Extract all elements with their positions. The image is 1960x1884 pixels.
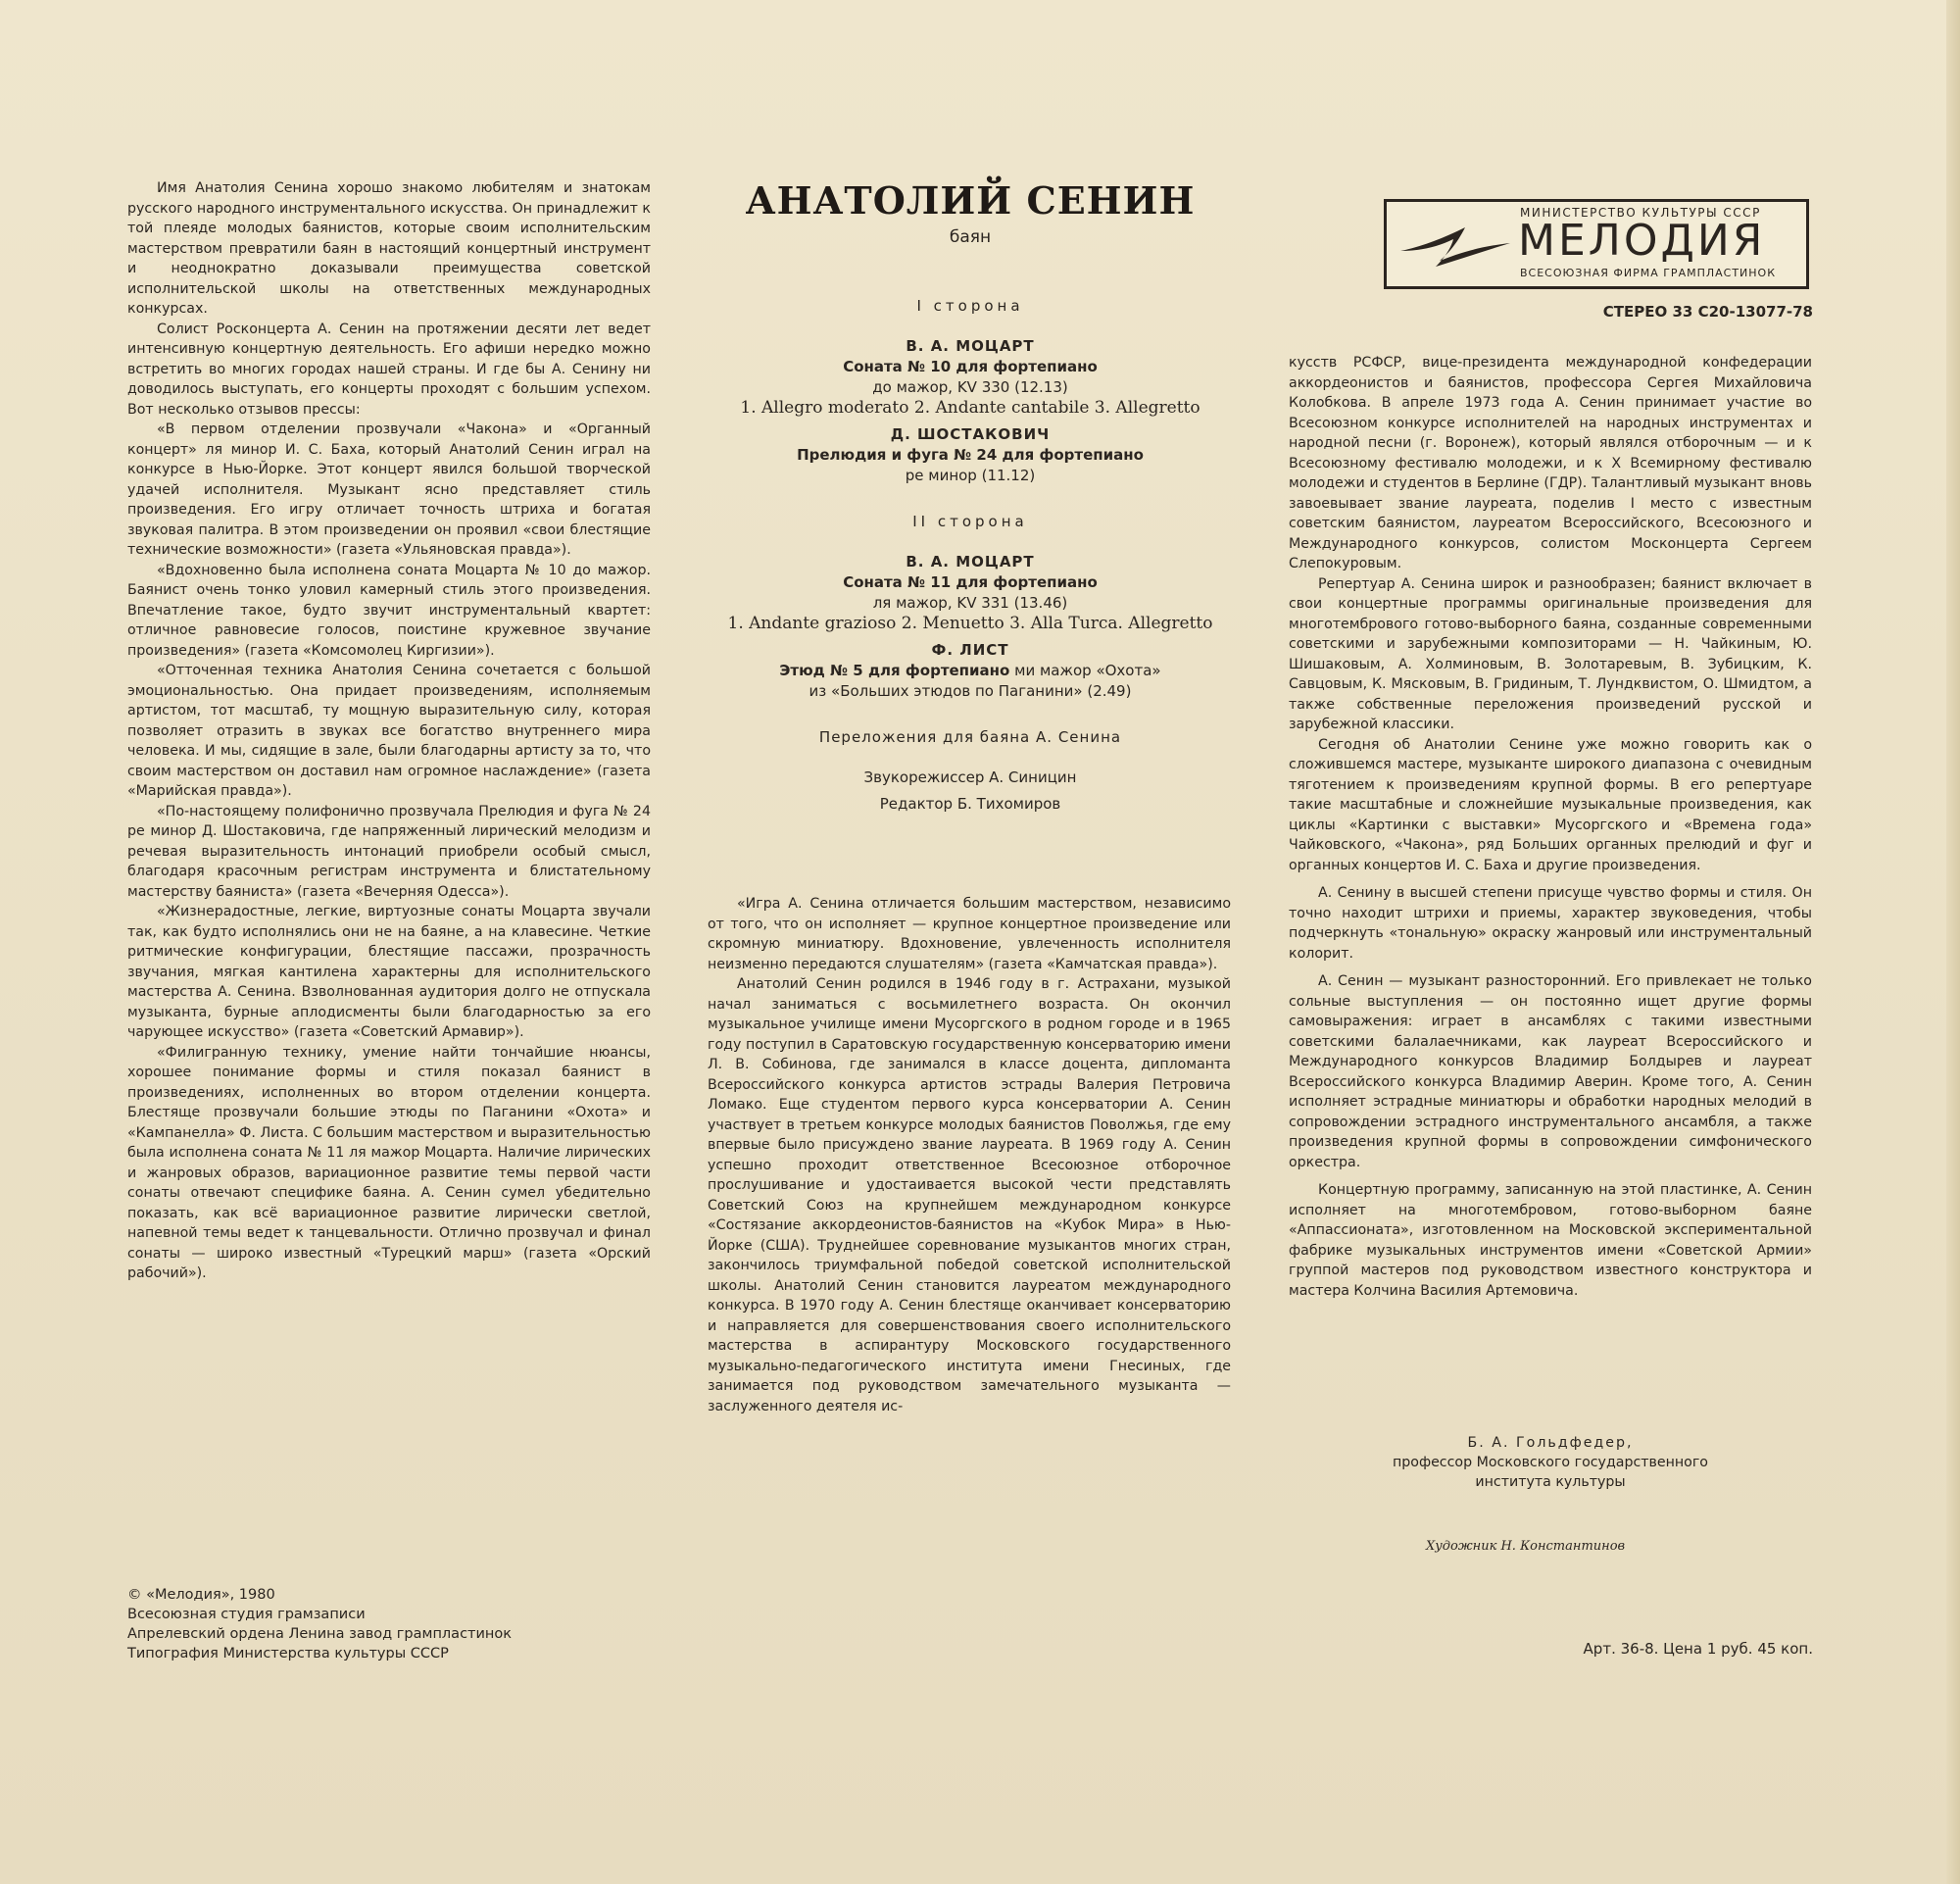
paragraph: кусств РСФСР, вице-президента международной конфедерации аккордеонистов и баянистов, профессора Сергея Михайловича Колобкова. В апреле 1973 года А. Сенин принимает участие во Всесоюзном конкурсе исполнителей на народных инструментах и народной песни (г. Воронеж), который являлся отборочным — и к Всесоюзному фестивалю молодежи, и к X Всемирному фестивалю молодежи и студентов в Берлине (ГДР). Талантливый музыкант вновь завоевывает звание лауреата, поделив I место с известным советским баянистом, лауреатом Всероссийского, Всесоюзного и Международного конкурсов, солистом Москонцерта Сергеем Слепокуровым. [1289,355,1812,571]
copyright: © «Мелодия», 1980 [127,1587,275,1603]
logo-ministry: МИНИСТЕРСТВО КУЛЬТУРЫ СССР [1520,206,1761,220]
side-one-label: I сторона [916,297,1024,315]
author-signature [1289,1433,1812,1492]
author-title: профессор Московского государственного [1392,1455,1708,1470]
center-column [708,894,1231,1416]
paragraph: Концертную программу, записанную на этой пластинке, А. Сенин исполняет на многотембровом, готово-выборном баяне «Аппассионата», изготовленном на Московской экспериментальной фабрике музыкальных инструментов имени «Советской Армии» группой мастеров под руководством известного конструктора и мастера Колчина Василия Артемовича. [1289,1182,1812,1299]
catalog-number: СТЕРЕО 33 С20-13077-78 [1602,303,1813,321]
paragraph: Солист Росконцерта А. Сенин на протяжении десяти лет ведет интенсивную концертную деятельность. Его афиши нередко можно встретить во многих городах нашей страны. И где бы А. Сенину ни доводилось выступать, его концерты проходят с большим успехом. Вот несколько отзывов прессы: [127,321,651,418]
composer: Д. ШОСТАКОВИЧ [890,425,1051,443]
imprint-line: Всесоюзная студия грамзаписи [127,1607,366,1622]
work-key: до мажор, KV 330 (12.13) [872,378,1068,396]
engineer-credit: Звукорежиссер А. Синицин [863,768,1077,786]
sleeve-edge [1946,0,1960,1884]
movements: 1. Andante grazioso 2. Menuetto 3. Alla Turca. Allegretto [727,614,1213,633]
album-title: АНАТОЛИЙ СЕНИН [745,178,1196,223]
left-column [127,178,651,1284]
paragraph: «Отточенная техника Анатолия Сенина сочетается с большой эмоциональностью. Она придает произведениям, исполняемым артистом, тот масштаб, ту мощную выразительную силу, которая позволяет отразить в звуках все богатство внутреннего мира человека. И мы, сидящие в зале, были благодарны артисту за то, что своим мастерством он доставил нам огромное наслаждение» (газета «Марийская правда»). [127,663,651,799]
logo-firm: ВСЕСОЮЗНАЯ ФИРМА ГРАМПЛАСТИНОК [1520,267,1777,279]
paragraph: «По-настоящему полифонично прозвучала Прелюдия и фуга № 24 ре минор Д. Шостаковича, где напряженный лирический мелодизм и речевая выразительность интонаций приобрели особый смысл, благодаря красочным регистрам инструмента и блистательному мастерству баяниста» (газета «Вечерняя Одесса»). [127,803,651,900]
work-title: Этюд № 5 для фортепиано [779,662,1010,679]
album-subtitle: баян [949,227,992,247]
paragraph: Анатолий Сенин родился в 1946 году в г. Астрахани, музыкой начал заниматься с восьмилетнего возраста. Он окончил музыкальное училище имени Мусоргского в родном городе и в 1965 году поступил в Саратовскую государственную консерваторию имени Л. В. Собинова, где занимался в классе доцента, дипломанта Всероссийского конкурса артистов эстрады Валерия Петровича Ломако. Еще студентом первого курса консерватории А. Сенин участвует в третьем конкурсе молодых баянистов Поволжья, где ему впервые было присуждено звание лауреата. В 1969 году А. Сенин успешно проходит ответственное Всесоюзное отборочное прослушивание и удостаивается высокой чести представлять Советский Союз на крупнейшем международном конкурсе «Состязание аккордеонистов-баянистов на «Кубок Мира» в Нью-Йорке (США). Труднейшее соревнование музыкантов многих стран, закончилось триумфальной победой советской исполнительской школы. Анатолий Сенин становится лауреатом международного конкурса. В 1970 году А. Сенин блестяще оканчивает консерваторию и направляется для совершенствования своего исполнительского мастерства в аспирантуру Московского государственного музыкально-педагогического института имени Гнесиных, где занимается под руководством замечательного музыканта — заслуженного деятеля ис- [708,976,1231,1414]
paragraph: Имя Анатолия Сенина хорошо знакомо любителям и знатокам русского народного инструментального искусства. Он принадлежит к той плеяде молодых баянистов, которые своим исполнительским мастерством превратили баян в настоящий концертный инструмент и неоднократно доказывали преимущества советской исполнительской школы на ответственных международных конкурсах. [127,180,651,317]
work-source: из «Больших этюдов по Паганини» (2.49) [808,682,1132,700]
imprint-line: Типография Министерства культуры СССР [127,1646,449,1661]
movements: 1. Allegro moderato 2. Andante cantabile 3. Allegretto [740,398,1200,418]
right-column [1289,353,1812,1301]
work-title: Прелюдия и фуга № 24 для фортепиано [797,446,1144,464]
paragraph: А. Сенину в высшей степени присуще чувство формы и стиля. Он точно находит штрихи и приемы, характер звуковедения, чтобы подчеркнуть «тональную» окраску жанровый или инструментальный колорит. [1289,885,1812,962]
paragraph: А. Сенин — музыкант разносторонний. Его привлекает не только сольные выступления — он постоянно ищет другие формы самовыражения: играет в ансамблях с такими известными советскими балалаечниками, как лауреат Всероссийского и Международного конкурсов Владимир Болдырев и лауреат Всероссийского конкурса Владимир Аверин. Кроме того, А. Сенин исполняет эстрадные миниатюры и обработки народных мелодий в сопровождении эстрадного инструментального ансамбля, а также произведения крупной формы в сопровождении симфонического оркестра. [1289,973,1812,1170]
composer: Ф. ЛИСТ [931,641,1009,659]
work-title-line [686,661,1254,681]
melodiya-logo [1384,199,1809,289]
arranger-credit: Переложения для баяна А. Сенина [818,728,1122,746]
work-key: ля мажор, KV 331 (13.46) [872,594,1068,612]
paragraph: Сегодня об Анатолии Сенине уже можно говорить как о сложившемся мастере, музыканте широкого диапазона с очевидным тяготением к произведениям крупной формы. В его репертуаре такие масштабные и сложнейшие музыкальные произведения, как циклы «Картинки с выставки» Мусоргского и «Времена года» Чайковского, «Чакона», ряд Больших органных прелюдий и фуг и органных концертов И. С. Баха и другие произведения. [1289,736,1812,873]
artist-credit: Художник Н. Константинов [1426,1539,1626,1554]
work-key: ре минор (11.12) [905,467,1036,484]
side-two-label: II сторона [912,513,1028,530]
author-title: института культуры [1475,1474,1626,1490]
work-title: Соната № 10 для фортепиано [843,358,1098,375]
paragraph: «Филигранную технику, умение найти тончайшие нюансы, хорошее понимание формы и стиля показал баянист в произведениях, исполненных во втором отделении концерта. Блестяще прозвучали большие этюды по Паганини «Охота» и «Кампанелла» Ф. Листа. С большим мастерством и выразительностью была исполнена соната № 11 ля мажор Моцарта. Наличие лирических и жанровых образов, вариационное развитие темы первой части сонаты отвечают специфике баяна. А. Сенин сумел убедительно показать, как всё вариационное развитие лирически светлой, напевной темы ведет к танцевальности. Отлично прозвучал и финал сонаты — широко известный «Турецкий марш» (газета «Орский рабочий»). [127,1044,651,1281]
imprint-line: Апрелевский ордена Ленина завод грампластинок [127,1626,513,1642]
tracklist [686,296,1254,815]
work-title: Соната № 11 для фортепиано [843,573,1098,591]
composer: В. А. МОЦАРТ [906,553,1035,570]
paragraph: «В первом отделении прозвучали «Чакона» и «Органный концерт» ля минор И. С. Баха, который Анатолий Сенин играл на конкурсе в Нью-Йорке. Этот концерт явился большой творческой удачей исполнителя. Музыкант ясно представляет стиль произведения. Его игру отличает точность штриха и богатая звуковая палитра. В этом произведении он проявил «свои блестящие технические возможности» (газета «Ульяновская правда»). [127,421,651,558]
author-name: Б. А. Гольдфедер, [1467,1435,1634,1451]
price: Арт. 36-8. Цена 1 руб. 45 коп. [1583,1640,1813,1658]
editor-credit: Редактор Б. Тихомиров [879,795,1061,813]
imprint [127,1585,512,1663]
paragraph: «Вдохновенно была исполнена соната Моцарта № 10 до мажор. Баянист очень тонко уловил камерный стиль этого произведения. Впечатление такое, будто звучит инструментальный квартет: отличное равновесие голосов, поистине кружевное звучание произведения» (газета «Комсомолец Киргизии»). [127,562,651,659]
paragraph: Репертуар А. Сенина широк и разнообразен; баянист включает в свои концертные программы оригинальные произведения для многотембрового готово-выборного баяна, созданные современными советскими и зарубежными композиторами — Н. Чайкиным, Ю. Шишаковым, А. Холминовым, В. Золотаревым, В. Зубицким, К. Савцовым, К. Мясковым, В. Гридиным, Т. Лундквистом, О. Шмидтом, а также собственные переложения произведений русской и зарубежной классики. [1289,575,1812,732]
paragraph: «Жизнерадостные, легкие, виртуозные сонаты Моцарта звучали так, как будто исполнялись они не на баяне, а на клавесине. Четкие ритмические конфигурации, блестящие пассажи, прозрачность звучания, мягкая кантилена характерны для исполнительского мастерства А. Сенина. Взволнованная аудитория долго не отпускала музыканта, бурные аплодисменты были благодарностью за его чарующее искусство» (газета «Советский Армавир»). [127,904,651,1040]
melodiya-emblem-icon [1396,218,1514,271]
work-key-inline: ми мажор «Охота» [1009,662,1161,679]
logo-name: МЕЛОДИЯ [1518,216,1766,266]
composer: В. А. МОЦАРТ [906,337,1035,355]
paragraph: «Игра А. Сенина отличается большим мастерством, независимо от того, что он исполняет — крупное концертное произведение или скромную миниатюру. Вдохновение, увлеченность исполнителя неизменно передаются слушателям» (газета «Камчатская правда»). [708,896,1231,972]
